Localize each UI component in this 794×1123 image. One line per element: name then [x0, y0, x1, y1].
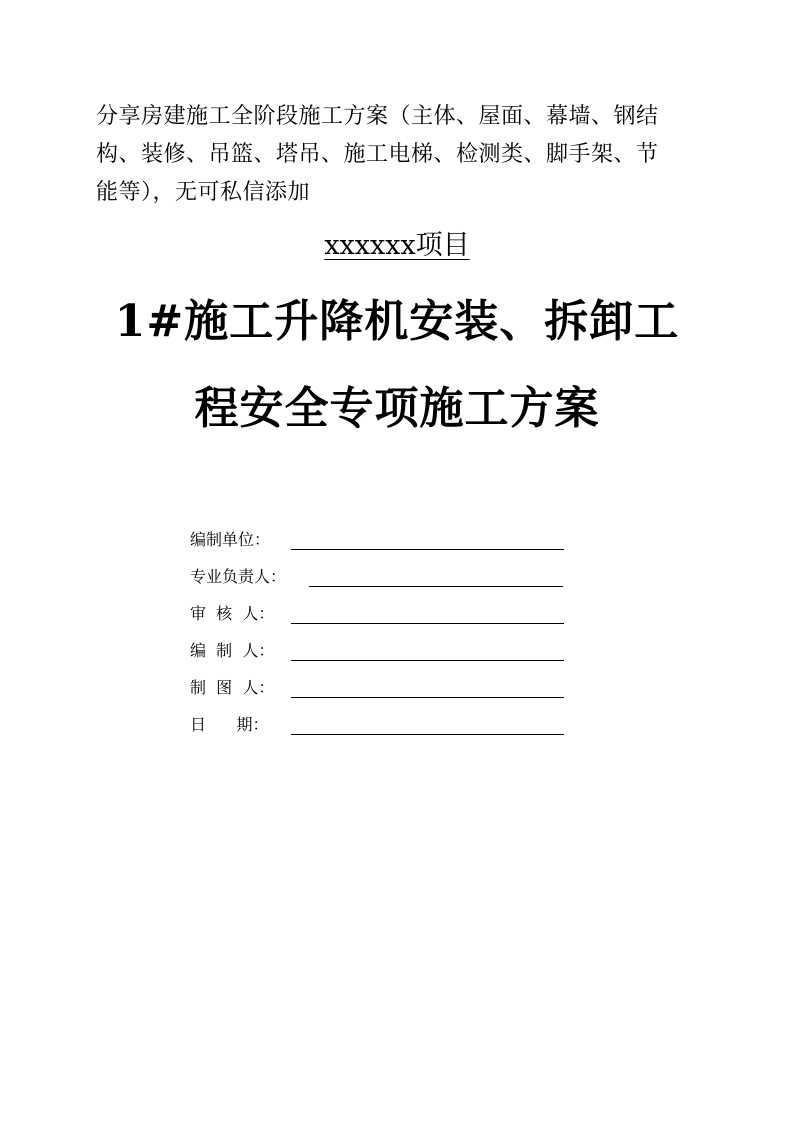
- field-label: 审 核 人：: [190, 604, 275, 623]
- form-row-compiling-unit: [190, 525, 570, 562]
- form-row-professional-lead: [190, 562, 570, 599]
- field-label: 编 制 人：: [190, 641, 275, 660]
- blank-line: [291, 660, 564, 661]
- intro-line: 能等），无可私信添加: [96, 180, 311, 205]
- field-label: 制 图 人：: [190, 678, 275, 697]
- field-label: 日 期：: [190, 715, 269, 734]
- form-row-drafter: [190, 673, 570, 710]
- document-title-line-1: 1#施工升降机安装、拆卸工: [114, 296, 680, 347]
- project-name-text: xxxxxx项目: [324, 230, 470, 261]
- blank-line: [291, 623, 564, 624]
- intro-line: 构、装修、吊篮、塔吊、施工电梯、检测类、脚手架、节: [96, 142, 659, 167]
- field-label: 专业负责人：: [190, 567, 287, 586]
- blank-line: [291, 697, 564, 698]
- signature-form: [190, 525, 570, 747]
- blank-line: [291, 549, 564, 550]
- form-row-reviewer: [190, 599, 570, 636]
- intro-text: [96, 98, 706, 212]
- intro-line: 分享房建施工全阶段施工方案（主体、屋面、幕墙、钢结: [96, 104, 659, 129]
- blank-line: [309, 586, 563, 587]
- document-title-line-2: 程安全专项施工方案: [194, 383, 600, 434]
- form-row-date: [190, 710, 570, 747]
- project-name: [0, 228, 794, 264]
- blank-line: [291, 734, 564, 735]
- field-label: 编制单位：: [190, 530, 271, 549]
- form-row-compiler: [190, 636, 570, 673]
